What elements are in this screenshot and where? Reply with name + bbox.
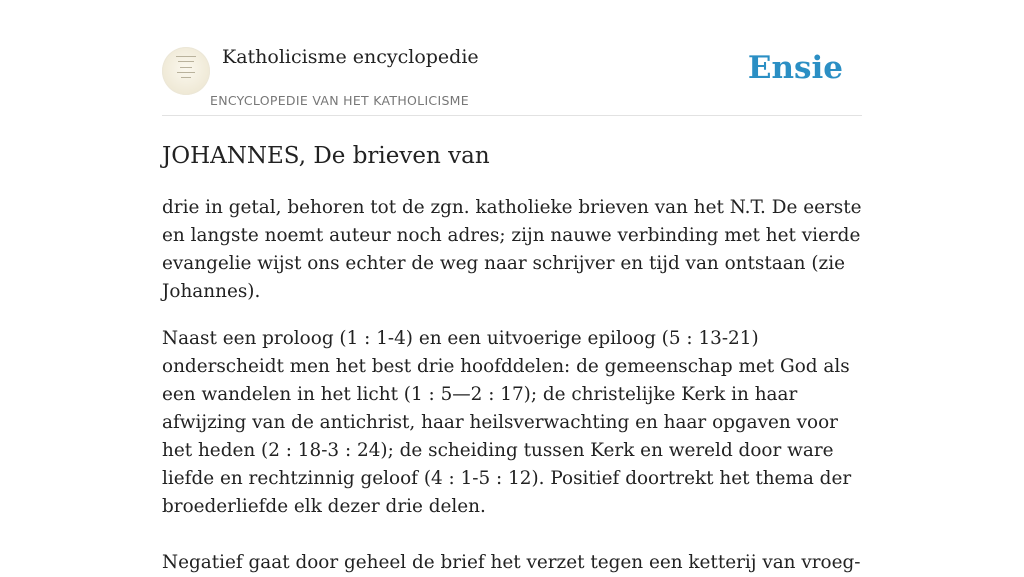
site-title[interactable]: Katholicisme encyclopedie — [222, 46, 479, 68]
site-subtitle: ENCYCLOPEDIE VAN HET KATHOLICISME — [210, 93, 469, 108]
encyclopedia-logo-icon[interactable] — [162, 47, 210, 95]
article-paragraph-3: Negatief gaat door geheel de brief het verzet tegen een ketterij van vroeg- — [162, 552, 861, 573]
page — [162, 0, 862, 577]
site-header — [162, 0, 862, 116]
article-paragraph-2: Naast een proloog (1 : 1-4) en een uitvoerige epiloog (5 : 13-21) onderscheidt men het best drie hoofddelen: de gemeenschap met God als een wandelen in het licht (1 : 5—2 : 17); de christelijke Kerk in haar afwijzing van de antichrist, haar heilsverwachting en haar opgaven voor het heden (2 : 18-3 : 24); de scheiding tussen Kerk en wereld door ware liefde en rechtzinnig geloof (4 : 1-5 : 12). Positief doortrekt het thema der broederliefde elk dezer drie delen. — [162, 328, 852, 517]
article-title: JOHANNES, De brieven van — [162, 143, 490, 169]
ensie-brand-logo[interactable]: Ensie — [747, 50, 843, 86]
article-paragraph-1: drie in getal, behoren tot de zgn. katholieke brieven van het N.T. De eerste en langste noemt auteur noch adres; zijn nauwe verbinding met het vierde evangelie wijst ons echter de weg naar schrijver en tijd van ontstaan (zie Johannes). — [162, 197, 862, 302]
